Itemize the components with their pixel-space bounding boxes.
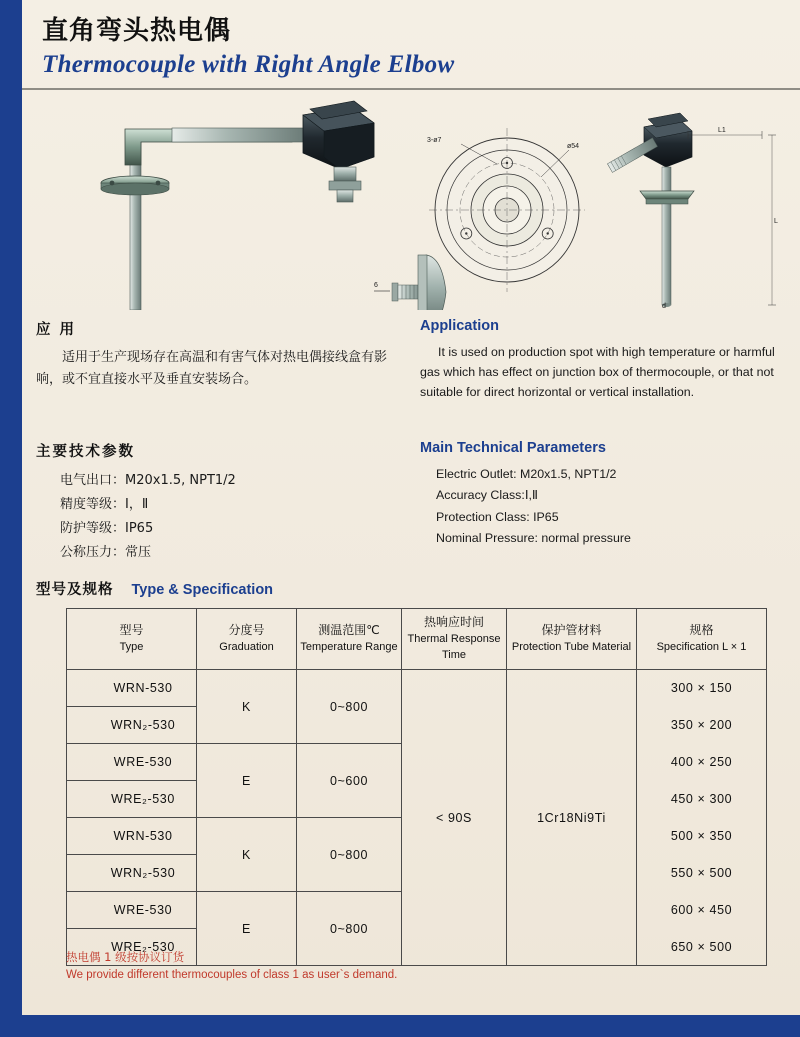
cell-model: WRN₂-530: [67, 855, 197, 892]
cell-specification: 600 × 450: [637, 892, 767, 929]
col-header-temperature-range: 测温范围℃ Temperature Range: [297, 609, 402, 670]
left-decorative-bar: [0, 0, 22, 1037]
svg-text:3-ø7: 3-ø7: [427, 137, 442, 144]
svg-text:L: L: [774, 218, 778, 225]
col-header-graduation: 分度号 Graduation: [197, 609, 297, 670]
cell-graduation: E: [197, 892, 297, 966]
cell-specification: 400 × 250: [637, 744, 767, 781]
cell-specification: 350 × 200: [637, 707, 767, 744]
cell-specification: 500 × 350: [637, 818, 767, 855]
parameters-list-cn: [36, 469, 406, 565]
cell-model: WRE-530: [67, 744, 197, 781]
svg-text:6: 6: [374, 282, 378, 289]
specification-table-wrapper: [66, 608, 766, 966]
cell-graduation: K: [197, 670, 297, 744]
footnote-en: We provide different thermocouples of class 1 as user`s demand.: [66, 969, 398, 982]
application-section-cn: [36, 318, 406, 391]
cell-model: WRE₂-530: [67, 929, 197, 966]
parameters-section-en: [420, 440, 780, 549]
cell-model: WRE-530: [67, 892, 197, 929]
cell-range: 0~600: [297, 744, 402, 818]
application-heading-en: Application: [420, 318, 499, 334]
page-header: [42, 10, 772, 79]
specification-heading: [36, 578, 273, 599]
page-title-en: Thermocouple with Right Angle Elbow: [42, 51, 455, 78]
footnote-cn: 热电偶 1 级按协议订货: [66, 950, 185, 964]
table-row: [67, 670, 767, 707]
cell-range: 0~800: [297, 670, 402, 744]
cell-response-time: < 90S: [402, 670, 507, 966]
parameter-item-electric-outlet-cn: 电气出口：M20x1.5, NPT1/2: [60, 473, 236, 488]
cell-model: WRN-530: [67, 670, 197, 707]
application-body-cn: 适用于生产现场存在高温和有害气体对热电偶接线盒有影响，或不宜直接水平及垂直安装场合。: [36, 350, 388, 388]
cell-graduation: E: [197, 744, 297, 818]
specification-table: [66, 608, 767, 966]
parameters-heading-cn: 主要技术参数: [36, 444, 135, 460]
parameter-item-protection-en: Protection Class: IP65: [436, 509, 559, 524]
parameter-item-pressure-en: Nominal Pressure: normal pressure: [436, 530, 631, 545]
specification-heading-cn: 型号及规格: [36, 582, 114, 598]
cell-specification: 650 × 500: [637, 929, 767, 966]
specification-heading-en: Type & Specification: [131, 582, 274, 598]
application-heading-cn: 应 用: [36, 322, 77, 338]
col-header-tube-material: 保护管材料 Protection Tube Material: [507, 609, 637, 670]
header-divider: [22, 88, 800, 90]
cell-graduation: K: [197, 818, 297, 892]
cell-model: WRE₂-530: [67, 781, 197, 818]
figure-drawing: [22, 95, 800, 310]
cell-range: 0~800: [297, 892, 402, 966]
cell-model: WRN-530: [67, 818, 197, 855]
col-header-type: 型号 Type: [67, 609, 197, 670]
parameters-list-en: [420, 464, 780, 549]
cell-specification: 450 × 300: [637, 781, 767, 818]
bottom-decorative-bar: [0, 1015, 800, 1037]
parameter-item-accuracy-cn: 精度等级：Ⅰ，Ⅱ: [60, 497, 149, 513]
col-header-response-time: 热响应时间 Thermal Response Time: [402, 609, 507, 670]
page-title-cn: 直角弯头热电偶: [42, 16, 232, 46]
cell-specification: 550 × 500: [637, 855, 767, 892]
table-header-row: [67, 609, 767, 670]
parameter-item-protection-cn: 防护等级：IP65: [60, 521, 154, 537]
col-header-specification: 规格 Specification L × 1: [637, 609, 767, 670]
application-section-en: [420, 318, 780, 402]
cell-range: 0~800: [297, 818, 402, 892]
cell-specification: 300 × 150: [637, 670, 767, 707]
parameters-section-cn: [36, 440, 406, 565]
application-body-en: It is used on production spot with high temperature or harmful gas which has effect on junction box of thermocouple, or that not suitable for direct horizontal or vertical installation.: [420, 345, 775, 400]
parameter-item-accuracy-en: Accuracy Class:Ⅰ,Ⅱ: [436, 488, 539, 503]
cell-model: WRN₂-530: [67, 707, 197, 744]
svg-text:ø54: ø54: [567, 143, 580, 150]
parameter-item-pressure-cn: 公称压力：常压: [60, 545, 152, 561]
footnote: [66, 948, 766, 985]
parameter-item-electric-outlet-en: Electric Outlet: M20x1.5, NPT1/2: [436, 467, 617, 481]
product-figure: [22, 95, 800, 310]
svg-text:d: d: [662, 303, 666, 310]
parameters-heading-en: Main Technical Parameters: [420, 440, 606, 456]
svg-text:L1: L1: [718, 127, 726, 134]
cell-tube-material: 1Cr18Ni9Ti: [507, 670, 637, 966]
